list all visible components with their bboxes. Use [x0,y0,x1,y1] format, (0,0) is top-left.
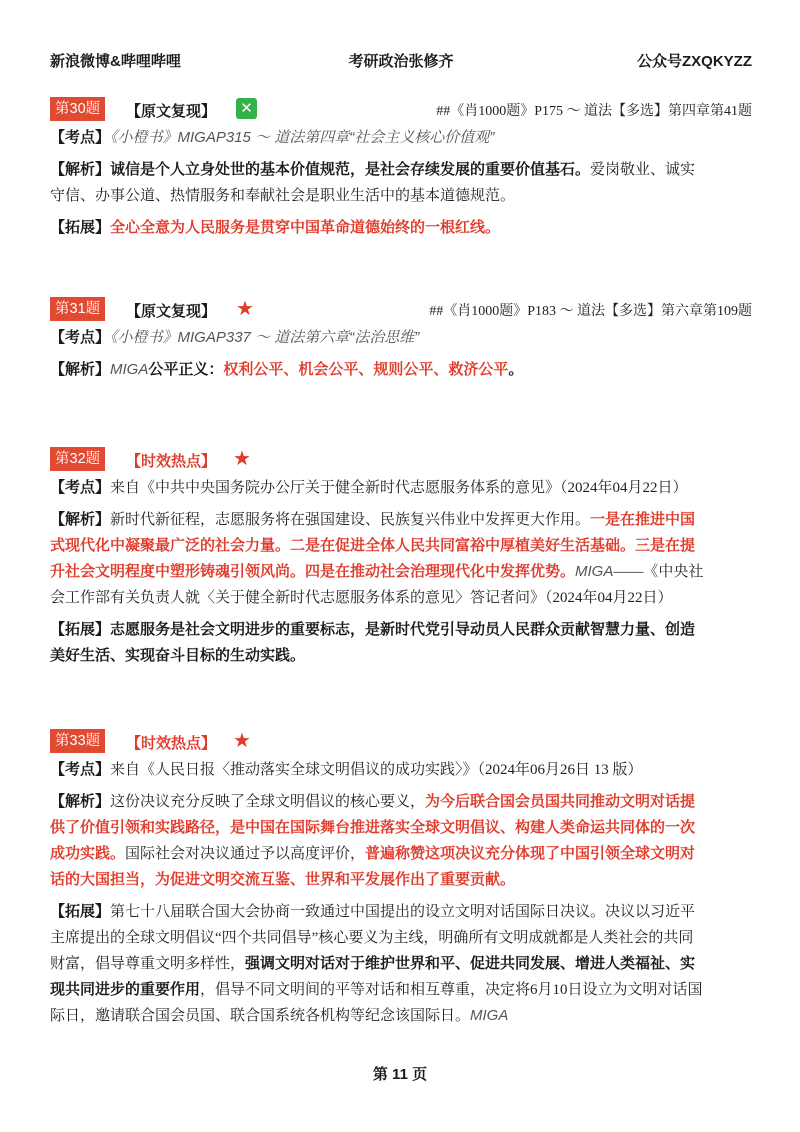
question-header [50,97,752,123]
jiexi-bold: 诚信是个人立身处世的基本价值规范，是社会存续发展的重要价值基石。 [110,161,591,178]
tuozhan-text: 第七十八届联合国大会协商一致通过中国提出的设立文明对话国际日决议。决议以习近平 [110,904,696,920]
jiexi-tag: 【解析】 [50,793,111,810]
tuozhan-tag: 【拓展】 [50,903,111,920]
tuozhan-line [50,215,752,241]
question-32 [50,447,752,669]
jiexi-paragraph [50,507,752,611]
miga-mark: MIGA [470,1007,509,1024]
jiexi-line [50,357,752,383]
question-number-badge: 第33题 [50,729,105,753]
jiexi-source: ——《中央社 [613,564,704,580]
jiexi-red-cont: 普遍称赞这项决议充分体现了中国引领全球文明对 [365,845,696,862]
question-header [50,729,752,755]
question-31 [50,297,752,383]
jiexi-text-cont: 守信、办事公道、热情服务和奉献社会是职业生活中的基本道德规范。 [50,188,516,204]
tuozhan-bold-cont: 现共同进步的重要作用 [50,981,201,998]
jiexi-red-cont: 升社会文明程度中塑形铸魂引领风尚。四是在推动社会治理现代化中发挥优势。 [50,563,576,580]
question-type: 【原文复现】 [126,103,217,120]
question-number-badge: 第30题 [50,97,105,121]
jiexi-red-cont: 供了价值引领和实践路径，是中国在国际舞台推进落实全球文明倡议、构建人类命运共同体的一次 [50,819,696,836]
star-icon: ★ [236,298,254,320]
jiexi-text-cont: 国际社会对决议通过予以高度评价， [125,846,366,862]
jiexi-tag: 【解析】 [50,361,111,378]
tuozhan-text-cont: ，倡导不同文明间的平等对话和相互尊重，决定将6月10日设立为文明对话国 [200,982,703,998]
star-icon: ★ [233,730,251,752]
kaodian-text: 来自《中共中央国务院办公厅关于健全新时代志愿服务体系的意见》（2024年04月22日） [110,480,688,496]
tuozhan-paragraph [50,617,752,669]
question-reference: ##《肖1000题》P183 ～ 道法【多选】第六章第109题 [429,304,752,319]
jiexi-red: 为今后联合国会员国共同推动文明对话提 [425,793,696,810]
question-reference: ##《肖1000题》P175 ～ 道法【多选】第四章第41题 [436,104,752,119]
question-number-badge: 第31题 [50,297,105,321]
jiexi-bold: 公平正义： [148,361,224,378]
jiexi-source-cont: 会工作部有关负责人就〈关于健全新时代志愿服务体系的意见〉答记者问》（2024年04月22日） [50,590,673,606]
jiexi-end: 。 [508,361,524,378]
jiexi-red-cont: 式现代化中凝聚最广泛的社会力量。二是在促进全体人民共同富裕中厚植美好生活基础。三是在提 [50,537,696,554]
tuozhan-paragraph [50,899,752,1029]
kaodian-tag: 【考点】 [50,761,111,778]
tuozhan-text-cont: 财富，倡导尊重文明多样性， [50,956,246,972]
jiexi-paragraph [50,789,752,893]
question-type: 【原文复现】 [126,303,217,320]
question-number-badge: 第32题 [50,447,105,471]
kaodian-tag: 【考点】 [50,329,111,346]
jiexi-text: 新时代新征程，志愿服务将在强国建设、民族复兴伟业中发挥更大作用。 [110,512,591,528]
header-wechat: 公众号ZXQKYZZ [637,53,752,70]
jiexi-tag: 【解析】 [50,161,111,178]
jiexi-red: 一是在推进中国 [590,511,696,528]
header-weibo-bilibili: 新浪微博&哔哩哔哩 [50,53,181,70]
jiexi-paragraph [50,157,752,209]
jiexi-tag: 【解析】 [50,511,111,528]
question-type: 【时效热点】 [126,735,217,752]
header-title: 考研政治张修齐 [348,53,454,70]
question-30 [50,97,752,241]
page-number: 第 11 页 [372,1066,428,1083]
jiexi-red-cont: 话的大国担当，为促进文明交流互鉴、世界和平发展作出了重要贡献。 [50,871,516,888]
kaodian-text: 来自《人民日报〈推动落实全球文明倡议的成功实践〉》（2024年06月26日 13 版） [110,762,643,778]
tuozhan-tag: 【拓展】 [50,219,111,236]
tuozhan-text: 志愿服务是社会文明进步的重要标志，是新时代党引导动员人民群众贡献智慧力量、创造 [110,621,696,638]
miga-mark: MIGA [575,563,614,580]
kaodian-tag: 【考点】 [50,129,111,146]
tuozhan-text-cont: 美好生活、实现奋斗目标的生动实践。 [50,647,306,664]
kaodian-text: 《小橙书》MIGAP315 ～ 道法第四章“社会主义核心价值观” [110,129,495,146]
star-icon: ★ [233,448,251,470]
kaodian-line [50,475,752,501]
kaodian-text: 《小橙书》MIGAP337 ～ 道法第六章“法治思维” [110,329,420,346]
jiexi-red: 权利公平、机会公平、规则公平、救济公平 [223,361,509,378]
kaodian-line [50,125,752,151]
tuozhan-tag: 【拓展】 [50,621,111,638]
tuozhan-text-cont: 际日，邀请联合国会员国、联合国系统各机构等纪念该国际日。 [50,1008,471,1024]
question-33 [50,729,752,1029]
question-header [50,297,752,323]
tuozhan-red: 全心全意为人民服务是贯穿中国革命道德始终的一根红线。 [110,219,501,236]
question-type: 【时效热点】 [126,453,217,470]
miga-mark: MIGA [110,361,149,378]
question-header [50,447,752,473]
tuozhan-bold: 强调文明对话对于维护世界和平、促进共同发展、增进人类福祉、实 [245,955,696,972]
cross-mark-icon: ✕ [236,98,257,119]
kaodian-line [50,325,752,351]
kaodian-line [50,757,752,783]
jiexi-text: 这份决议充分反映了全球文明倡议的核心要义， [110,794,426,810]
page-header [50,50,752,72]
jiexi-red-cont: 成功实践。 [50,845,126,862]
tuozhan-text-cont: 主席提出的全球文明倡议“四个共同倡导”核心要义为主线，明确所有文明成就都是人类社会的共同 [50,930,694,946]
jiexi-text: 爱岗敬业、诚实 [590,162,696,178]
kaodian-tag: 【考点】 [50,479,111,496]
